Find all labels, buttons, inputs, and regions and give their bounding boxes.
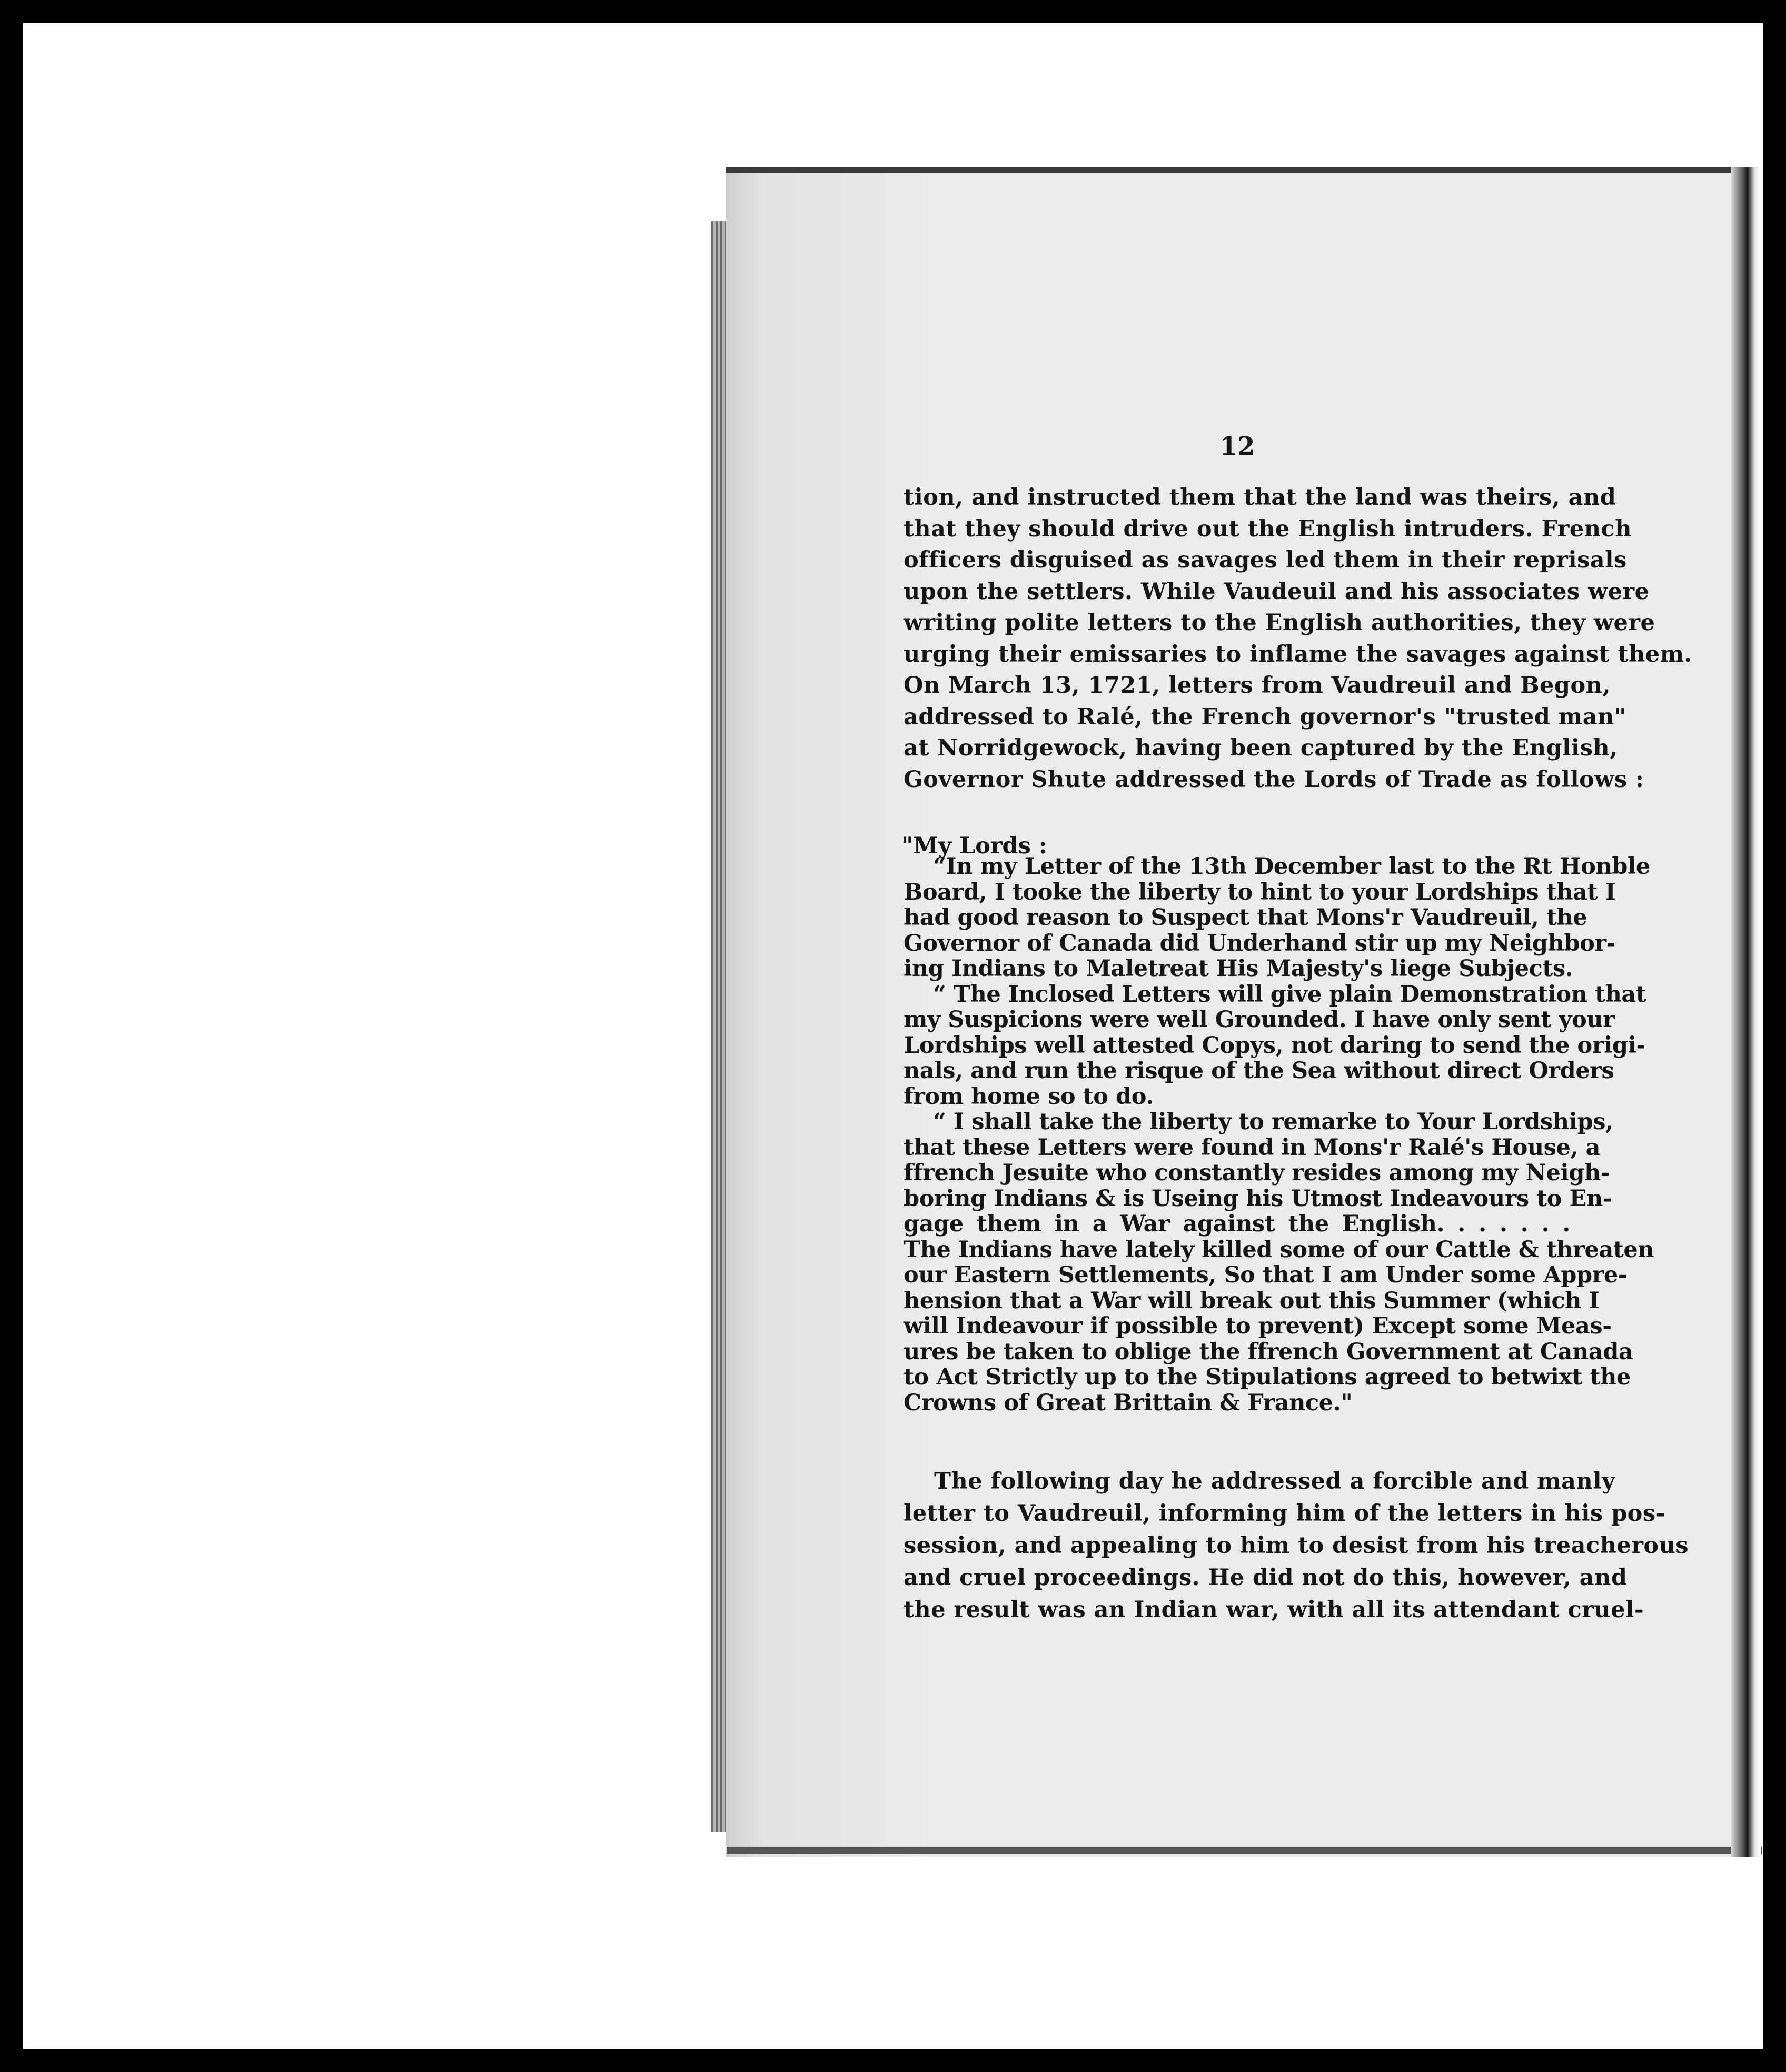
text-line: had good reason to Suspect that Mons'r Vaudreuil, the [904,904,1587,931]
text-line: the result was an Indian war, with all its attendant cruel- [904,1597,1644,1623]
letter-salutation: "My Lords : [901,833,1047,859]
text-line: “In my Letter of the 13th December last to the Rt Honble [933,853,1650,880]
text-line: that they should drive out the English intruders. French [904,515,1632,542]
book-gutter [1731,167,1761,1857]
text-line: my Suspicions were well Grounded. I have only sent your [904,1007,1615,1033]
text-line: to Act Strictly up to the Stipulations agreed to betwixt the [904,1364,1631,1390]
text-line: On March 13, 1721, letters from Vaudreuil and Begon, [904,672,1611,699]
paragraph-following [904,1466,1689,1626]
text-line: Governor of Canada did Underhand stir up my Neighbor- [904,930,1616,957]
text-line: “ The Inclosed Letters will give plain Demonstration that [933,981,1646,1008]
text-line: Crowns of Great Brittain & France." [904,1389,1353,1416]
page-bottom-edge [727,1847,1762,1854]
text-line: tion, and instructed them that the land was theirs, and [904,484,1616,511]
text-line: The following day he addressed a forcible and manly [934,1468,1615,1495]
quoted-letter [904,853,1654,1416]
text-line: that these Letters were found in Mons'r Ralé's House, a [904,1134,1601,1161]
text-line: ing Indians to Maletreat His Majesty's liege Subjects. [904,955,1573,982]
text-line: our Eastern Settlements, So that I am Under some Appre- [904,1262,1628,1288]
text-line: ffrench Jesuite who constantly resides among my Neigh- [904,1160,1610,1186]
page-number: 12 [1219,432,1255,461]
text-line: urging their emissaries to inflame the savages against them. [904,641,1693,668]
text-line: The Indians have lately killed some of our Cattle & threaten [904,1236,1654,1263]
text-line: “ I shall take the liberty to remarke to Your Lordships, [933,1109,1613,1135]
scan-frame-bottom [0,2049,1786,2072]
text-line: writing polite letters to the English authorities, they were [904,610,1655,636]
scan-frame-right [1763,0,1786,2072]
text-line: boring Indians & is Useing his Utmost Indeavours to En- [904,1185,1612,1212]
paragraph-intro [904,482,1693,795]
text-line: and cruel proceedings. He did not do this, however, and [904,1565,1628,1591]
text-line: addressed to Ralé, the French governor's "trusted man" [904,703,1626,730]
scan-frame-left [0,0,23,2072]
text-line: officers disguised as savages led them in their reprisals [904,547,1627,573]
text-line: hension that a War will break out this Summer (which I [904,1287,1600,1314]
text-line: at Norridgewock, having been captured by the English, [904,735,1618,761]
text-line: upon the settlers. While Vaudeuil and his associates were [904,578,1650,605]
text-line: nals, and run the risque of the Sea without direct Orders [904,1058,1614,1084]
text-line: ures be taken to oblige the ffrench Government at Canada [904,1338,1633,1365]
text-line: letter to Vaudreuil, informing him of the letters in his pos- [904,1500,1665,1527]
text-line: from home so to do. [904,1083,1154,1110]
text-line: will Indeavour if possible to prevent) Except some Meas- [904,1313,1612,1339]
text-line: Lordships well attested Copys, not daring to send the origi- [904,1032,1645,1059]
text-line: session, and appealing to him to desist from his treacherous [904,1532,1689,1559]
text-line: Board, I tooke the liberty to hint to your Lordships that I [904,879,1616,905]
scan-frame-top [0,0,1786,23]
text-line: Governor Shute addressed the Lords of Trade as follows : [904,766,1644,793]
text-line: gage them in a War against the English. . . . . . . [904,1211,1570,1237]
